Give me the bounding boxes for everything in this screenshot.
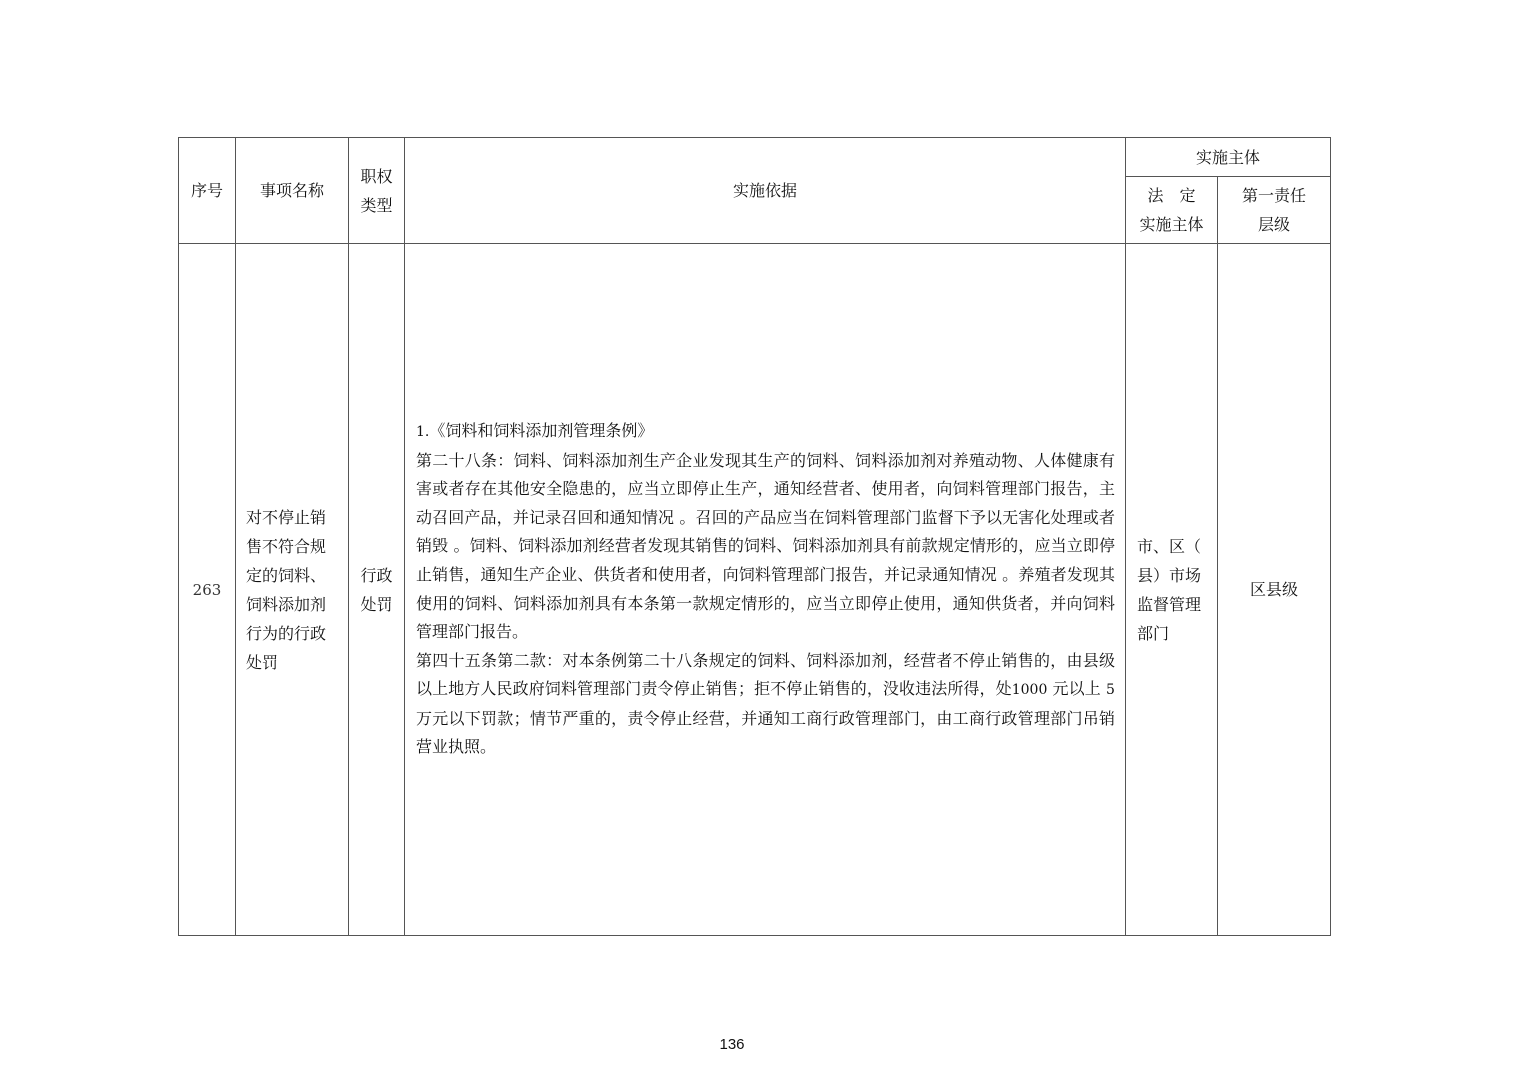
- header-basis-label: 实施依据: [732, 181, 797, 200]
- row-item-name-line: 处罚: [246, 652, 279, 672]
- header-primary-level-line2: 层级: [1258, 215, 1291, 234]
- row-item-name-line: 饲料添加剂: [246, 594, 327, 614]
- header-primary-level: [1218, 177, 1331, 244]
- row-legal-subject-line: 县）市场: [1137, 565, 1202, 585]
- header-basis: [405, 138, 1126, 244]
- basis-article-45-num1: 1000: [1011, 682, 1048, 699]
- row-item-name-line: 行为的行政: [246, 623, 327, 643]
- basis-article-45-part2: 元以上: [1052, 679, 1101, 699]
- row-power-type: [349, 244, 405, 936]
- header-serial-label: 序号: [190, 181, 223, 200]
- basis-article-45-num2: 5: [1106, 682, 1115, 699]
- header-legal-subject: [1126, 177, 1218, 244]
- row-item-name-line: 售不符合规: [246, 536, 327, 556]
- basis-law-number: 1.: [416, 423, 430, 440]
- row-primary-level-value: 区县级: [1250, 579, 1299, 599]
- row-power-type-line: 处罚: [360, 594, 393, 614]
- basis-article-45: [416, 647, 1115, 762]
- header-item-name-label: 事项名称: [259, 181, 324, 200]
- authority-table: [178, 137, 1331, 936]
- row-legal-subject: [1126, 244, 1218, 936]
- basis-article-28: 第二十八条：饲料、饲料添加剂生产企业发现其生产的饲料、饲料添加剂对养殖动物、人体健康有害或者存在其他安全隐患的，应当立即停止生产，通知经营者、使用者，向饲料管理部门报告，主动召回产品，并记录召回和通知情况 。召回的产品应当在饲料管理部门监督下予以无害化处理或者销毁 。饲料、饲料添加剂经营者发现其销售的饲料、饲料添加剂具有前款规定情形的，应当立即停止销售，通知生产企业、供货者和使用者，向饲料管理部门报告，并记录通知情况 。养殖者发现其使用的饲料、饲料添加剂具有本条第一款规定情形的，应当立即停止使用，通知供货者，并向饲料管理部门报告。: [416, 450, 1115, 642]
- row-basis: [405, 244, 1126, 936]
- row-legal-subject-line: 市、区（: [1137, 536, 1202, 556]
- header-power-type: [349, 138, 405, 244]
- header-row-1: [179, 138, 1331, 177]
- page-number: 136: [719, 1036, 745, 1053]
- header-power-type-line1: 职权: [360, 166, 393, 186]
- row-serial: [179, 244, 236, 936]
- header-legal-subject-line2: 实施主体: [1139, 215, 1204, 234]
- row-legal-subject-line: 监督管理: [1137, 594, 1202, 614]
- header-subject-group-label: 实施主体: [1196, 147, 1261, 167]
- basis-law-title: 《饲料和饲料添加剂管理条例》: [429, 420, 654, 440]
- basis-article-45-part3: 万元以下罚款；情节严重的，责令停止经营，并通知工商行政管理部门，由工商行政管理部门吊销营业执照。: [416, 708, 1115, 757]
- header-legal-subject-line1: 法 定: [1147, 186, 1196, 205]
- basis-law-title-line: [416, 417, 1115, 447]
- table-row: [179, 244, 1331, 936]
- row-serial-value: 263: [192, 580, 222, 599]
- row-legal-subject-line: 部门: [1137, 623, 1170, 643]
- header-power-type-line2: 类型: [360, 195, 393, 215]
- header-item-name: [236, 138, 349, 244]
- row-item-name-line: 定的饲料、: [246, 565, 327, 585]
- header-serial: [179, 138, 236, 244]
- row-primary-level: [1218, 244, 1331, 936]
- header-subject-group: [1126, 138, 1331, 177]
- row-item-name-line: 对不停止销: [246, 507, 327, 527]
- header-primary-level-line1: 第一责任: [1242, 186, 1307, 205]
- row-power-type-line: 行政: [360, 565, 393, 585]
- row-item-name: [236, 244, 349, 936]
- basis-article-45-part1: 第四十五条第二款：对本条例第二十八条规定的饲料、饲料添加剂，经营者不停止销售的，由县级以上地方人民政府饲料管理部门责令停止销售；拒不停止销售的，没收违法所得，处: [416, 650, 1115, 699]
